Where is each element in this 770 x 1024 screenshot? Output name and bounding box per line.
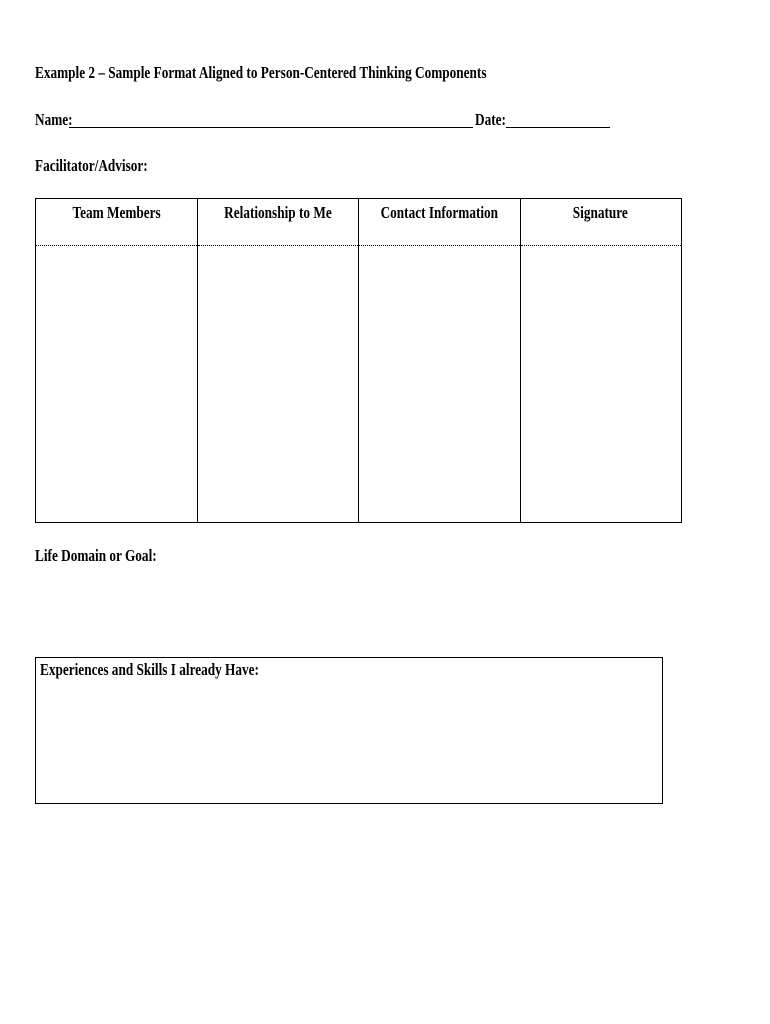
contact-information-cell[interactable] (359, 246, 521, 523)
signature-cell[interactable] (520, 246, 682, 523)
document-title-text: Example 2 – Sample Format Aligned to Person-Centered Thinking Components (35, 63, 487, 82)
skills-box[interactable] (35, 657, 663, 804)
header-team-members: Team Members (36, 199, 198, 246)
team-members-cell[interactable] (36, 246, 198, 523)
facilitator-label: Facilitator/Advisor: (35, 156, 148, 175)
date-label: Date: (475, 110, 506, 129)
header-relationship: Relationship to Me (197, 199, 359, 246)
header-signature: Signature (520, 199, 682, 246)
skills-label: Experiences and Skills I already Have: (40, 660, 259, 679)
date-field[interactable] (506, 127, 610, 128)
name-field[interactable] (69, 127, 473, 128)
name-label: Name: (35, 110, 73, 129)
header-contact-information: Contact Information (359, 199, 521, 246)
table-header-row (36, 199, 682, 246)
name-date-row (35, 110, 635, 132)
document-title (35, 63, 614, 83)
team-members-table (35, 198, 682, 523)
facilitator-row (35, 156, 179, 176)
life-domain-row (35, 546, 191, 566)
life-domain-label: Life Domain or Goal: (35, 546, 157, 565)
relationship-cell[interactable] (197, 246, 359, 523)
table-row (36, 246, 682, 523)
